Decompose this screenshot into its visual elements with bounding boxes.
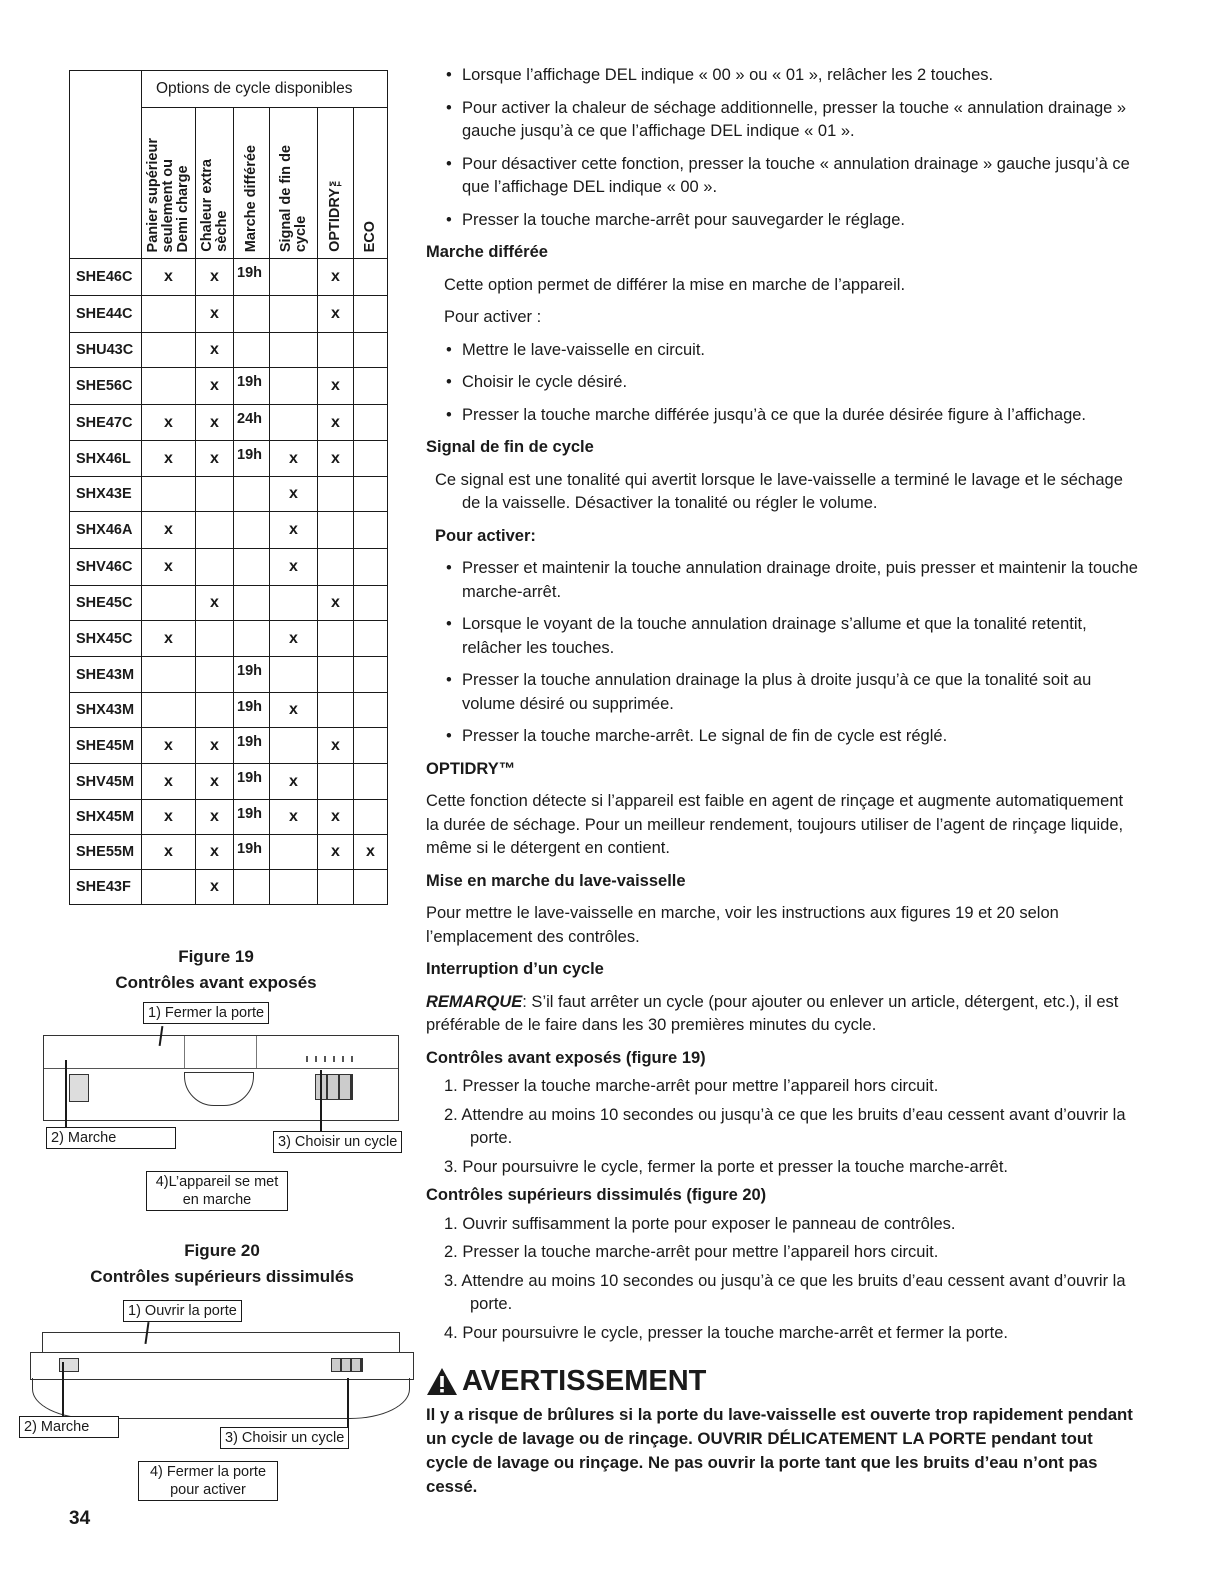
table-row (70, 549, 388, 586)
option-cell: x (142, 441, 196, 477)
option-cell: x (318, 441, 354, 477)
delayed-start-bullets (426, 339, 1138, 428)
option-cell: x (318, 800, 354, 835)
option-cell: 24h (234, 405, 270, 441)
table-row (70, 368, 388, 405)
option-cell: x (142, 259, 196, 296)
door-handle-illustration (32, 1378, 410, 1419)
model-cell: SHE44C (70, 296, 142, 333)
heading-top-controls: Contrôles supérieurs dissimulés (figure 20) (426, 1186, 767, 1204)
option-cell (354, 512, 388, 549)
model-cell: SHX45M (70, 800, 142, 835)
remark (426, 991, 1138, 1038)
option-cell: x (318, 296, 354, 333)
list-item: 3. Attendre au moins 10 secondes ou jusqu’à ce que les bruits d’eau cessent avant d’ouvrir la porte. (444, 1271, 1126, 1313)
option-cell: x (196, 835, 234, 870)
option-cell (270, 870, 318, 905)
table-row (70, 621, 388, 657)
option-cell: x (196, 368, 234, 405)
option-cell (234, 621, 270, 657)
model-cell: SHE46C (70, 259, 142, 296)
option-cell (234, 333, 270, 368)
heading-interrupt: Interruption d’un cycle (426, 960, 604, 978)
list-item: • Presser la touche marche-arrêt pour sauvegarder le réglage. (426, 209, 1138, 233)
option-cell (270, 586, 318, 621)
option-cell: x (318, 835, 354, 870)
model-cell: SHE55M (70, 835, 142, 870)
fig19-callout-close-door: 1) Fermer la porte (143, 1002, 269, 1024)
heading-optidry: OPTIDRY™ (426, 759, 516, 778)
option-cell (142, 368, 196, 405)
table-row (70, 441, 388, 477)
option-cell: x (142, 764, 196, 800)
option-cell (318, 764, 354, 800)
model-cell: SHU43C (70, 333, 142, 368)
option-cell (354, 728, 388, 764)
option-cell: x (354, 835, 388, 870)
option-cell (234, 586, 270, 621)
option-cell: x (270, 621, 318, 657)
option-cell (270, 728, 318, 764)
option-cell (142, 657, 196, 693)
option-cell: x (318, 368, 354, 405)
option-cell (234, 477, 270, 512)
option-cell (354, 259, 388, 296)
table-row (70, 800, 388, 835)
option-cell: x (270, 441, 318, 477)
model-cell: SHX43E (70, 477, 142, 512)
fig20-callout-choose-cycle: 3) Choisir un cycle (220, 1427, 349, 1449)
option-cell (270, 333, 318, 368)
end-signal-text: Ce signal est une tonalité qui avertit lorsque le lave-vaisselle a terminé le lavage et le séchage de la vaisselle. Désactiver la tonalité ou régler le volume. (435, 470, 1123, 512)
figure-19-number: Figure 19 (178, 947, 254, 966)
option-cell (354, 333, 388, 368)
option-cell (196, 621, 234, 657)
list-item: • Presser la touche marche différée jusqu’à ce que la durée désirée figure à l’affichage. (426, 404, 1138, 428)
heading-activate: Pour activer: (435, 526, 536, 545)
option-cell (270, 259, 318, 296)
model-cell: SHX45C (70, 621, 142, 657)
figure-19-caption: Contrôles avant exposés (115, 973, 317, 992)
cycle-options-table (69, 70, 388, 905)
option-cell (354, 800, 388, 835)
delayed-start-text: Cette option permet de différer la mise en marche de l’appareil. (444, 275, 906, 294)
option-cell (196, 512, 234, 549)
option-cell (318, 512, 354, 549)
fig20-callout-open-door: 1) Ouvrir la porte (123, 1300, 242, 1322)
model-cell: SHE45C (70, 586, 142, 621)
page-number: 34 (69, 1508, 91, 1529)
model-cell: SHV46C (70, 549, 142, 586)
option-cell (196, 657, 234, 693)
option-cell (270, 405, 318, 441)
intro-bullets (426, 64, 1138, 232)
option-cell (318, 657, 354, 693)
option-cell: 19h (234, 368, 270, 405)
end-signal-bullets (426, 557, 1138, 749)
option-cell: x (142, 405, 196, 441)
fig19-callout-choose-cycle: 3) Choisir un cycle (273, 1131, 402, 1153)
heading-end-signal: Signal de fin de cycle (426, 438, 594, 456)
option-cell: 19h (234, 800, 270, 835)
figure-20-number: Figure 20 (184, 1241, 260, 1260)
fig20-callout-start: 2) Marche (19, 1416, 119, 1438)
list-item: • Lorsque l’affichage DEL indique « 00 » ou « 01 », relâcher les 2 touches. (426, 64, 1138, 88)
table-row (70, 586, 388, 621)
option-cell (270, 657, 318, 693)
option-cell (354, 368, 388, 405)
table-row (70, 296, 388, 333)
option-cell: x (196, 586, 234, 621)
option-cell: x (196, 296, 234, 333)
option-cell: x (318, 586, 354, 621)
option-cell: x (142, 800, 196, 835)
instructions-column (426, 64, 1138, 1499)
option-cell (318, 333, 354, 368)
remark-label: REMARQUE (426, 992, 523, 1011)
option-cell (354, 586, 388, 621)
option-cell (354, 549, 388, 586)
delayed-start-activate: Pour activer : (444, 308, 542, 326)
column-header: Signal de fin de cycle (270, 108, 318, 259)
option-cell: x (318, 728, 354, 764)
option-cell (142, 870, 196, 905)
option-cell: x (270, 477, 318, 512)
option-cell: x (196, 800, 234, 835)
option-cell (318, 870, 354, 905)
heading-start: Mise en marche du lave-vaisselle (426, 871, 686, 890)
option-cell: x (318, 259, 354, 296)
list-item: • Mettre le lave-vaisselle en circuit. (426, 339, 1138, 363)
option-cell (270, 835, 318, 870)
model-cell: SHX46L (70, 441, 142, 477)
list-item: 1. Presser la touche marche-arrêt pour mettre l’appareil hors circuit. (444, 1077, 939, 1095)
front-control-panel-illustration (43, 1035, 399, 1121)
list-item: • Choisir le cycle désiré. (426, 371, 1138, 395)
option-cell: x (196, 441, 234, 477)
table-row (70, 405, 388, 441)
table-row (70, 333, 388, 368)
option-cell: x (142, 728, 196, 764)
option-cell (234, 296, 270, 333)
table-row (70, 477, 388, 512)
column-header: Chaleur extra sèche (196, 108, 234, 259)
option-cell (318, 621, 354, 657)
option-cell: 19h (234, 259, 270, 296)
table-row (70, 512, 388, 549)
option-cell: x (142, 512, 196, 549)
list-item: 2. Presser la touche marche-arrêt pour mettre l’appareil hors circuit. (444, 1243, 939, 1261)
model-cell: SHE43M (70, 657, 142, 693)
option-cell: x (270, 693, 318, 728)
model-cell: SHX46A (70, 512, 142, 549)
table-row (70, 657, 388, 693)
option-cell (354, 657, 388, 693)
option-cell: x (142, 835, 196, 870)
column-header: Panier supérieur seulement ou Demi charge (142, 108, 196, 259)
list-item: • Pour désactiver cette fonction, presser la touche « annulation drainage » gauche jusqu’à ce que l’affichage DEL indique « 00 ». (426, 153, 1138, 200)
option-cell (354, 693, 388, 728)
option-cell: 19h (234, 835, 270, 870)
model-cell: SHE45M (70, 728, 142, 764)
table-corner (70, 71, 142, 259)
option-cell: 19h (234, 693, 270, 728)
column-header: ECO (354, 108, 388, 259)
option-cell: x (196, 728, 234, 764)
option-cell: x (142, 621, 196, 657)
option-cell (196, 693, 234, 728)
option-cell (196, 477, 234, 512)
option-cell: 19h (234, 657, 270, 693)
option-cell (354, 870, 388, 905)
model-cell: SHE56C (70, 368, 142, 405)
option-cell (142, 477, 196, 512)
option-cell (234, 512, 270, 549)
top-control-strip-illustration (30, 1352, 414, 1380)
option-cell (318, 477, 354, 512)
remark-text: : S’il faut arrêter un cycle (pour ajouter ou enlever un article, détergent, etc.), il est préférable de le faire dans les 30 premières minutes du cycle. (426, 992, 1119, 1034)
option-cell (234, 870, 270, 905)
table-row (70, 259, 388, 296)
option-cell: x (270, 764, 318, 800)
option-cell (354, 441, 388, 477)
heading-front-controls: Contrôles avant exposés (figure 19) (426, 1048, 706, 1067)
option-cell: x (196, 405, 234, 441)
model-cell: SHE47C (70, 405, 142, 441)
column-header: Marche différée (234, 108, 270, 259)
list-item: • Presser et maintenir la touche annulation drainage droite, puis presser et maintenir la touche marche-arrêt. (426, 557, 1138, 604)
option-cell (354, 621, 388, 657)
option-cell: x (196, 870, 234, 905)
list-item: 3. Pour poursuivre le cycle, fermer la porte et presser la touche marche-arrêt. (444, 1157, 1008, 1176)
optidry-text: Cette fonction détecte si l’appareil est faible en agent de rinçage et augmente automatiquement la durée de séchage. Pour un meilleur rendement, toujours utiliser de l’agent de rinçage liquide, même si le détergent en contient. (426, 792, 1124, 857)
option-cell: 19h (234, 441, 270, 477)
option-cell (354, 405, 388, 441)
heading-delayed-start: Marche différée (426, 243, 548, 261)
option-cell (354, 477, 388, 512)
option-cell: x (142, 549, 196, 586)
cycle-buttons-illustration (331, 1358, 363, 1372)
option-cell (354, 296, 388, 333)
list-item: • Lorsque le voyant de la touche annulation drainage s’allume et que la tonalité retentit, relâcher les touches. (426, 613, 1138, 660)
list-item: • Presser la touche annulation drainage la plus à droite jusqu’à ce que la tonalité soit au volume désiré ou supprimée. (426, 669, 1138, 716)
option-cell (142, 296, 196, 333)
fig20-callout-close-door: 4) Fermer la porte pour activer (138, 1461, 278, 1501)
option-cell (354, 764, 388, 800)
option-cell: x (196, 333, 234, 368)
list-item: 1. Ouvrir suffisamment la porte pour exposer le panneau de contrôles. (444, 1214, 956, 1233)
option-cell (142, 693, 196, 728)
option-cell: x (270, 800, 318, 835)
option-cell (270, 368, 318, 405)
model-cell: SHV45M (70, 764, 142, 800)
option-cell: x (270, 512, 318, 549)
option-cell (196, 549, 234, 586)
table-row (70, 870, 388, 905)
warning-body: Il y a risque de brûlures si la porte du lave-vaisselle est ouverte trop rapidement pendant un cycle de lavage ou de rinçage. OUVRIR DÉLICATEMENT LA PORTE pendant tout cycle de lavage ou rinçage. Ne pas ouvrir la porte tant que les bruits d’eau n’ont pas cessé. (426, 1405, 1133, 1496)
column-header: OPTIDRY™ (318, 108, 354, 259)
model-cell: SHE43F (70, 870, 142, 905)
option-cell (142, 333, 196, 368)
power-button-illustration (69, 1074, 89, 1102)
option-cell (318, 549, 354, 586)
option-cell: x (196, 259, 234, 296)
table-row (70, 764, 388, 800)
option-cell: 19h (234, 728, 270, 764)
model-cell: SHX43M (70, 693, 142, 728)
door-handle-illustration (184, 1072, 254, 1106)
fig19-callout-starts: 4)L’appareil se met en marche (146, 1171, 288, 1211)
table-group-header: Options de cycle disponibles (142, 71, 388, 108)
start-text: Pour mettre le lave-vaisselle en marche, voir les instructions aux figures 19 et 20 selon l’emplacement des contrôles. (426, 904, 1059, 946)
option-cell (318, 693, 354, 728)
list-item: 2. Attendre au moins 10 secondes ou jusqu’à ce que les bruits d’eau cessent avant d’ouvrir la porte. (444, 1105, 1126, 1147)
option-cell: x (196, 764, 234, 800)
option-cell (142, 586, 196, 621)
option-cell (270, 296, 318, 333)
list-item: • Pour activer la chaleur de séchage additionnelle, presser la touche « annulation drainage » gauche jusqu’à ce que l’affichage DEL indique « 01 ». (426, 97, 1138, 144)
fig19-callout-start: 2) Marche (46, 1127, 176, 1149)
list-item: 4. Pour poursuivre le cycle, presser la touche marche-arrêt et fermer la porte. (444, 1323, 1008, 1342)
table-row (70, 728, 388, 764)
figure-20-caption: Contrôles supérieurs dissimulés (90, 1267, 354, 1286)
option-cell: x (270, 549, 318, 586)
table-row (70, 835, 388, 870)
table-row (70, 693, 388, 728)
option-cell: 19h (234, 764, 270, 800)
warning-title: AVERTISSEMENT (426, 1363, 1138, 1399)
list-item: • Presser la touche marche-arrêt. Le signal de fin de cycle est réglé. (426, 725, 1138, 749)
warning-icon (426, 1367, 458, 1396)
option-cell (234, 549, 270, 586)
option-cell: x (318, 405, 354, 441)
